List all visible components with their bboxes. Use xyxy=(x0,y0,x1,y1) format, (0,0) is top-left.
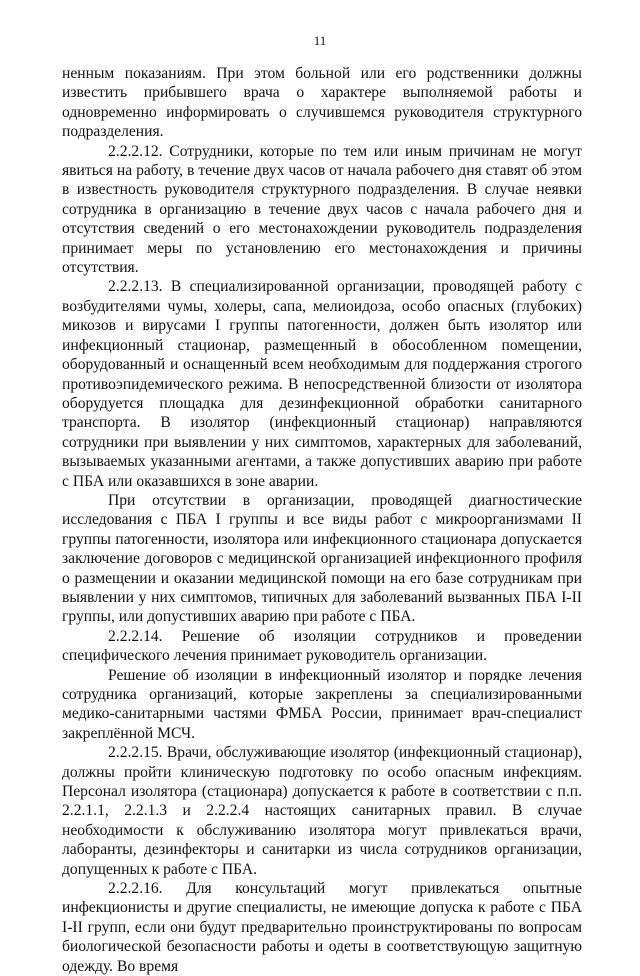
paragraph-2-2-2-12: 2.2.2.12. Сотрудники, которые по тем или иным причинам не могут явиться на работу, в течение двух часов от начала рабочего дня ставят об этом в известность руководителя структурного подразделения. В случае неявки сотрудника в организацию в течение двух часов с начала рабочего дня и отсутствия сведений о его местонахождении руководитель подразделения принимает меры по установлению его местонахождения и причины отсутствия. xyxy=(62,142,582,277)
document-body xyxy=(62,64,582,976)
page-number: 11 xyxy=(313,33,327,48)
paragraph-2-2-2-15: 2.2.2.15. Врачи, обслуживающие изолятор (инфекционный стационар), должны пройти клиническую подготовку по особо опасным инфекциям. Персонал изолятора (стационара) допускается к работе в соответствии с п.п. 2.2.1.1, 2.2.1.3 и 2.2.2.4 настоящих санитарных правил. В случае необходимости к обслуживанию изолятора могут привлекаться врачи, лаборанты, дезинфекторы и санитарки из числа сотрудников организации, допущенных к работе с ПБА. xyxy=(62,744,582,878)
paragraph-2-2-2-16: 2.2.2.16. Для консультаций могут привлекаться опытные инфекционисты и другие специалисты, не имеющие допуска к работе с ПБА I-II групп, если они будут предварительно проинструктированы по вопросам биологической безопасности работы и одеты в соответствующую защитную одежду. Во время xyxy=(62,880,582,975)
paragraph-2-2-2-14: 2.2.2.14. Решение об изоляции сотрудников и проведении специфического лечения принимает руководитель организации. xyxy=(62,627,582,665)
paragraph-continuation: ненным показаниям. При этом больной или его родственники должны известить прибывшего врача о характере выполняемой работы и одновременно информировать о случившемся руководителя структурного подразделения. xyxy=(62,65,582,141)
paragraph-isolation-decision: Решение об изоляции в инфекционный изолятор и порядке лечения сотрудника организаций, которые закреплены за специализированными медико-санитарными частями ФМБА России, принимает врач-специалист закреплённой МСЧ. xyxy=(62,666,582,742)
paragraph-isolator-absence: При отсутствии в организации, проводящей диагностические исследования с ПБА I группы и все виды работ с микроорганизмами II группы патогенности, изолятора или инфекционного стационара допускается заключение договоров с медицинской организацией инфекционного профиля о размещении и оказании медицинской помощи на его базе сотрудникам при выявлении у них симптомов, типичных для заболеваний вызванных ПБА I-II группы, или допустивших аварию при работе с ПБА. xyxy=(62,491,582,626)
paragraph-2-2-2-13: 2.2.2.13. В специализированной организации, проводящей работу с возбудителями чумы, холеры, сапа, мелиоидоза, особо опасных (глубоких) микозов и вирусами I группы патогенности, должен быть изолятор или инфекционный стационар, размещенный в обособленном помещении, оборудованный и оснащенный всем необходимым для поддержания строгого противоэпидемического режима. В непосредственной близости от изолятора оборудуется площадка для дезинфекционной обработки санитарного транспорта. В изолятор (инфекционный стационар) направляются сотрудники при выявлении у них симптомов, характерных для заболеваний, вызываемых указанными агентами, а также допустивших аварию при работе с ПБА или оказавшихся в зоне аварии. xyxy=(62,278,582,490)
